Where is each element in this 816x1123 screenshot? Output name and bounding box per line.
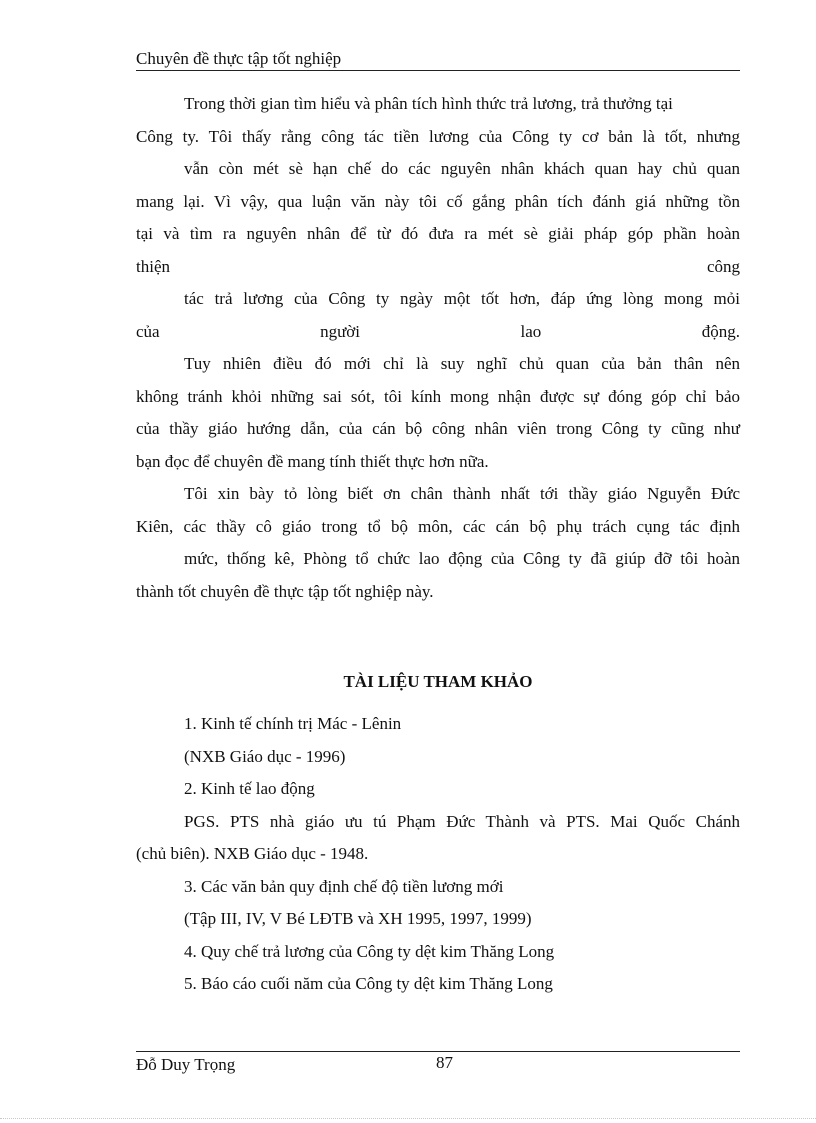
paragraph-line: Kiên, các thầy cô giáo trong tổ bộ môn, các cán bộ phụ trách cụng tác định [136,516,740,536]
paragraph-line: mang lại. Vì vậy, qua luận văn này tôi cố gắng phân tích đánh giá những tồn [136,191,740,211]
page-boundary-divider [0,1118,816,1119]
paragraph-line: Công ty. Tôi thấy rằng công tác tiền lương của Công ty cơ bản là tốt, nhưng [136,126,740,146]
paragraph-line: vẫn còn mét sè hạn chế do các nguyên nhân khách quan hay chủ quan [184,159,740,178]
footer-author: Đỗ Duy Trọng [136,1055,236,1074]
header-title: Chuyên đề thực tập tốt nghiệp [136,49,342,68]
paragraph-line: Tuy nhiên điều đó mới chỉ là suy nghĩ chủ quan của bản thân nên [184,354,740,373]
paragraph-line: tại và tìm ra nguyên nhân để từ đó đưa ra mét sè giải pháp góp phần hoàn [136,224,740,243]
reference-line: 2. Kinh tế lao động [184,779,315,798]
paragraph-line: của thầy giáo hướng dẫn, của cán bộ công nhân viên trong Công ty cũng như [136,419,740,438]
reference-line: 4. Quy chế trả lương của Công ty dệt kim Thăng Long [184,941,555,961]
reference-line: 5. Báo cáo cuối năm của Công ty dệt kim Thăng Long [184,974,553,993]
reference-line: (Tập III, IV, V Bé LĐTB và XH 1995, 1997, 1999) [184,909,532,928]
paragraph-line: thiện công [136,256,740,276]
paragraph-line: bạn đọc để chuyên đề mang tính thiết thực hơn nữa. [136,451,489,471]
paragraph-line: không tránh khỏi những sai sót, tôi kính mong nhận được sự đóng góp chỉ bảo [136,386,740,406]
page-header [136,48,740,71]
paragraph-line: Trong thời gian tìm hiểu và phân tích hình thức trả lương, trả thưởng tại [184,94,673,113]
paragraph-line: thành tốt chuyên đề thực tập tốt nghiệp này. [136,581,434,601]
paragraph-line: mức, thống kê, Phòng tổ chức lao động của Công ty đã giúp đỡ tôi hoàn [184,549,740,568]
reference-line: (NXB Giáo dục - 1996) [184,746,346,766]
paragraph-line: của người lao động. [136,321,740,341]
references-title: TÀI LIỆU THAM KHẢO [343,672,533,691]
page-number: 87 [436,1053,453,1072]
reference-line: (chủ biên). NXB Giáo dục - 1948. [136,844,369,863]
references-list [136,708,740,1001]
reference-line: 3. Các văn bản quy định chế độ tiền lương mới [184,876,504,896]
paragraph-line: tác trả lương của Công ty ngày một tốt hơn, đáp ứng lòng mong mỏi [184,289,740,308]
reference-line: PGS. PTS nhà giáo ưu tú Phạm Đức Thành và PTS. Mai Quốc Chánh [184,811,740,831]
paragraph-line: Tôi xin bày tỏ lòng biết ơn chân thành nhất tới thầy giáo Nguyễn Đức [184,484,740,503]
body-text [136,88,740,608]
reference-line: 1. Kinh tế chính trị Mác - Lênin [184,714,402,733]
